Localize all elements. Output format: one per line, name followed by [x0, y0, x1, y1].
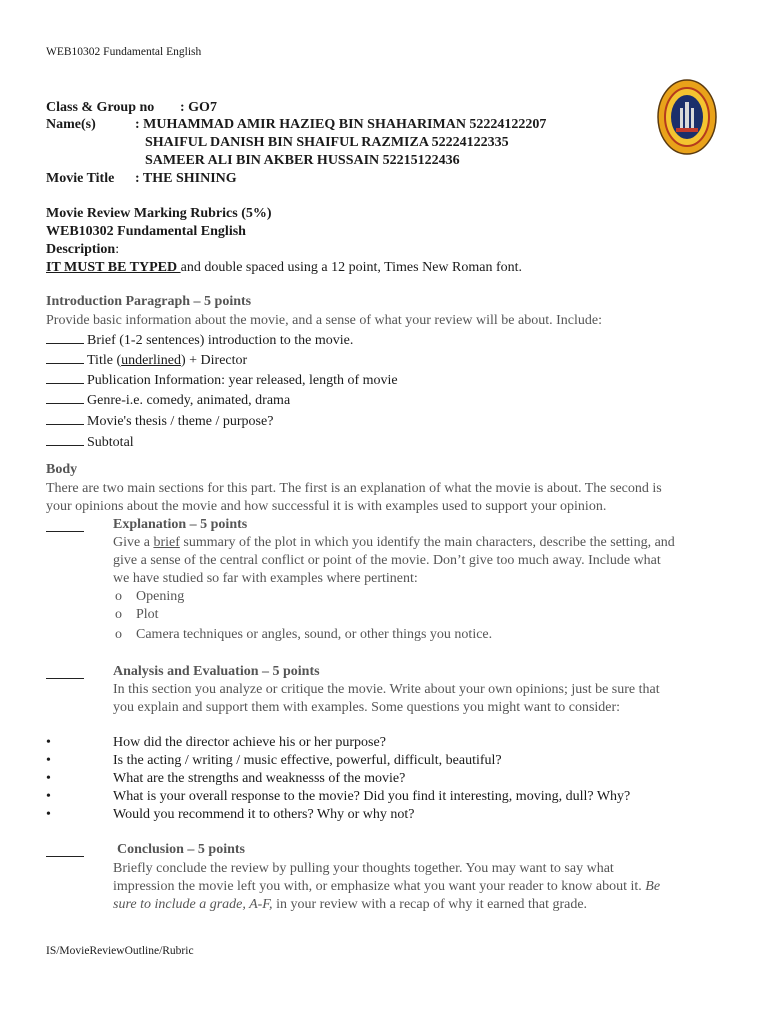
explanation-heading: Explanation – 5 points	[113, 517, 248, 532]
analysis-question: Would you recommend it to others? Why or why not?	[113, 807, 415, 822]
class-group-value: : GO7	[180, 100, 217, 115]
analysis-text: In this section you analyze or critique the movie. Write about your own opinions; just be sure that	[113, 682, 660, 697]
movie-title-value: : THE SHINING	[135, 171, 237, 186]
bullet-marker: o	[115, 627, 122, 642]
score-blank[interactable]	[46, 371, 84, 384]
intro-subtotal: Subtotal	[46, 433, 134, 451]
explanation-bullet: Opening	[136, 589, 185, 604]
movie-title-label: Movie Title	[46, 171, 115, 186]
student-name-1: : MUHAMMAD AMIR HAZIEQ BIN SHAHARIMAN 52224122207	[135, 117, 547, 132]
analysis-question: How did the director achieve his or her purpose?	[113, 735, 386, 750]
score-blank[interactable]	[46, 331, 84, 344]
description-line: Description:	[46, 242, 120, 257]
intro-lead: Provide basic information about the movie, and a sense of what your review will be about. Include:	[46, 313, 602, 328]
university-logo	[656, 78, 718, 156]
page-header: WEB10302 Fundamental English	[46, 46, 202, 58]
conclusion-score-blank[interactable]	[46, 855, 84, 857]
bullet-dot: •	[46, 789, 51, 804]
intro-item: Movie's thesis / theme / purpose?	[46, 412, 273, 430]
body-heading: Body	[46, 462, 78, 477]
score-blank[interactable]	[46, 433, 84, 446]
conclusion-heading: Conclusion – 5 points	[117, 842, 245, 857]
body-intro-line-2: your opinions about the movie and how successful it is with examples used to support your opinion.	[46, 499, 607, 514]
explanation-text: give a sense of the central conflict or point of the movie. Don’t give too much away. Include what	[113, 553, 661, 568]
bullet-dot: •	[46, 771, 51, 786]
page-footer: IS/MovieReviewOutline/Rubric	[46, 945, 194, 957]
student-name-2: SHAIFUL DANISH BIN SHAIFUL RAZMIZA 52224122335	[145, 135, 509, 150]
class-group-label: Class & Group no	[46, 100, 155, 115]
body-intro-line-1: There are two main sections for this part. The first is an explanation of what the movie is about. The second is	[46, 481, 662, 496]
student-name-3: SAMEER ALI BIN AKBER HUSSAIN 52215122436	[145, 153, 460, 168]
explanation-bullet: Plot	[136, 607, 159, 622]
bullet-dot: •	[46, 753, 51, 768]
typed-rest: and double spaced using a 12 point, Times New Roman font.	[180, 260, 523, 275]
conclusion-text: Briefly conclude the review by pulling your thoughts together. You may want to say what	[113, 861, 614, 876]
intro-heading: Introduction Paragraph – 5 points	[46, 294, 252, 309]
bullet-dot: •	[46, 807, 51, 822]
analysis-heading: Analysis and Evaluation – 5 points	[113, 664, 320, 679]
bullet-marker: o	[115, 589, 122, 604]
conclusion-text: sure to include a grade, A-F, in your review with a recap of why it earned that grade.	[113, 897, 588, 912]
intro-item: Brief (1-2 sentences) introduction to the movie.	[46, 331, 353, 349]
bullet-dot: •	[46, 735, 51, 750]
intro-item: Publication Information: year released, length of movie	[46, 371, 398, 389]
typed-requirement: IT MUST BE TYPED	[46, 260, 181, 275]
explanation-text: we have studied so far with examples where pertinent:	[113, 571, 418, 586]
analysis-question: What are the strengths and weaknesss of the movie?	[113, 771, 406, 786]
conclusion-text: impression the movie left you with, or emphasize what you want your reader to know about it. Be	[113, 879, 661, 894]
intro-item: Title (underlined) + Director	[46, 351, 247, 369]
rubric-title: Movie Review Marking Rubrics (5%)	[46, 206, 272, 221]
intro-item: Genre-i.e. comedy, animated, drama	[46, 391, 290, 409]
score-blank[interactable]	[46, 351, 84, 364]
explanation-bullet: Camera techniques or angles, sound, or other things you notice.	[136, 627, 493, 642]
score-blank[interactable]	[46, 412, 84, 425]
description-label: Description	[46, 242, 116, 257]
analysis-score-blank[interactable]	[46, 677, 84, 679]
explanation-text: Give a brief summary of the plot in which you identify the main characters, describe the setting, and	[113, 535, 675, 550]
explanation-score-blank[interactable]	[46, 530, 84, 532]
analysis-question: Is the acting / writing / music effective, powerful, difficult, beautiful?	[113, 753, 502, 768]
score-blank[interactable]	[46, 391, 84, 404]
analysis-text: you explain and support them with examples. Some questions you might want to consider:	[113, 700, 621, 715]
course-title: WEB10302 Fundamental English	[46, 224, 246, 239]
analysis-question: What is your overall response to the movie? Did you find it interesting, moving, dull? Why?	[113, 789, 631, 804]
names-label: Name(s)	[46, 117, 96, 132]
typed-instruction	[46, 260, 522, 276]
bullet-marker: o	[115, 607, 122, 622]
